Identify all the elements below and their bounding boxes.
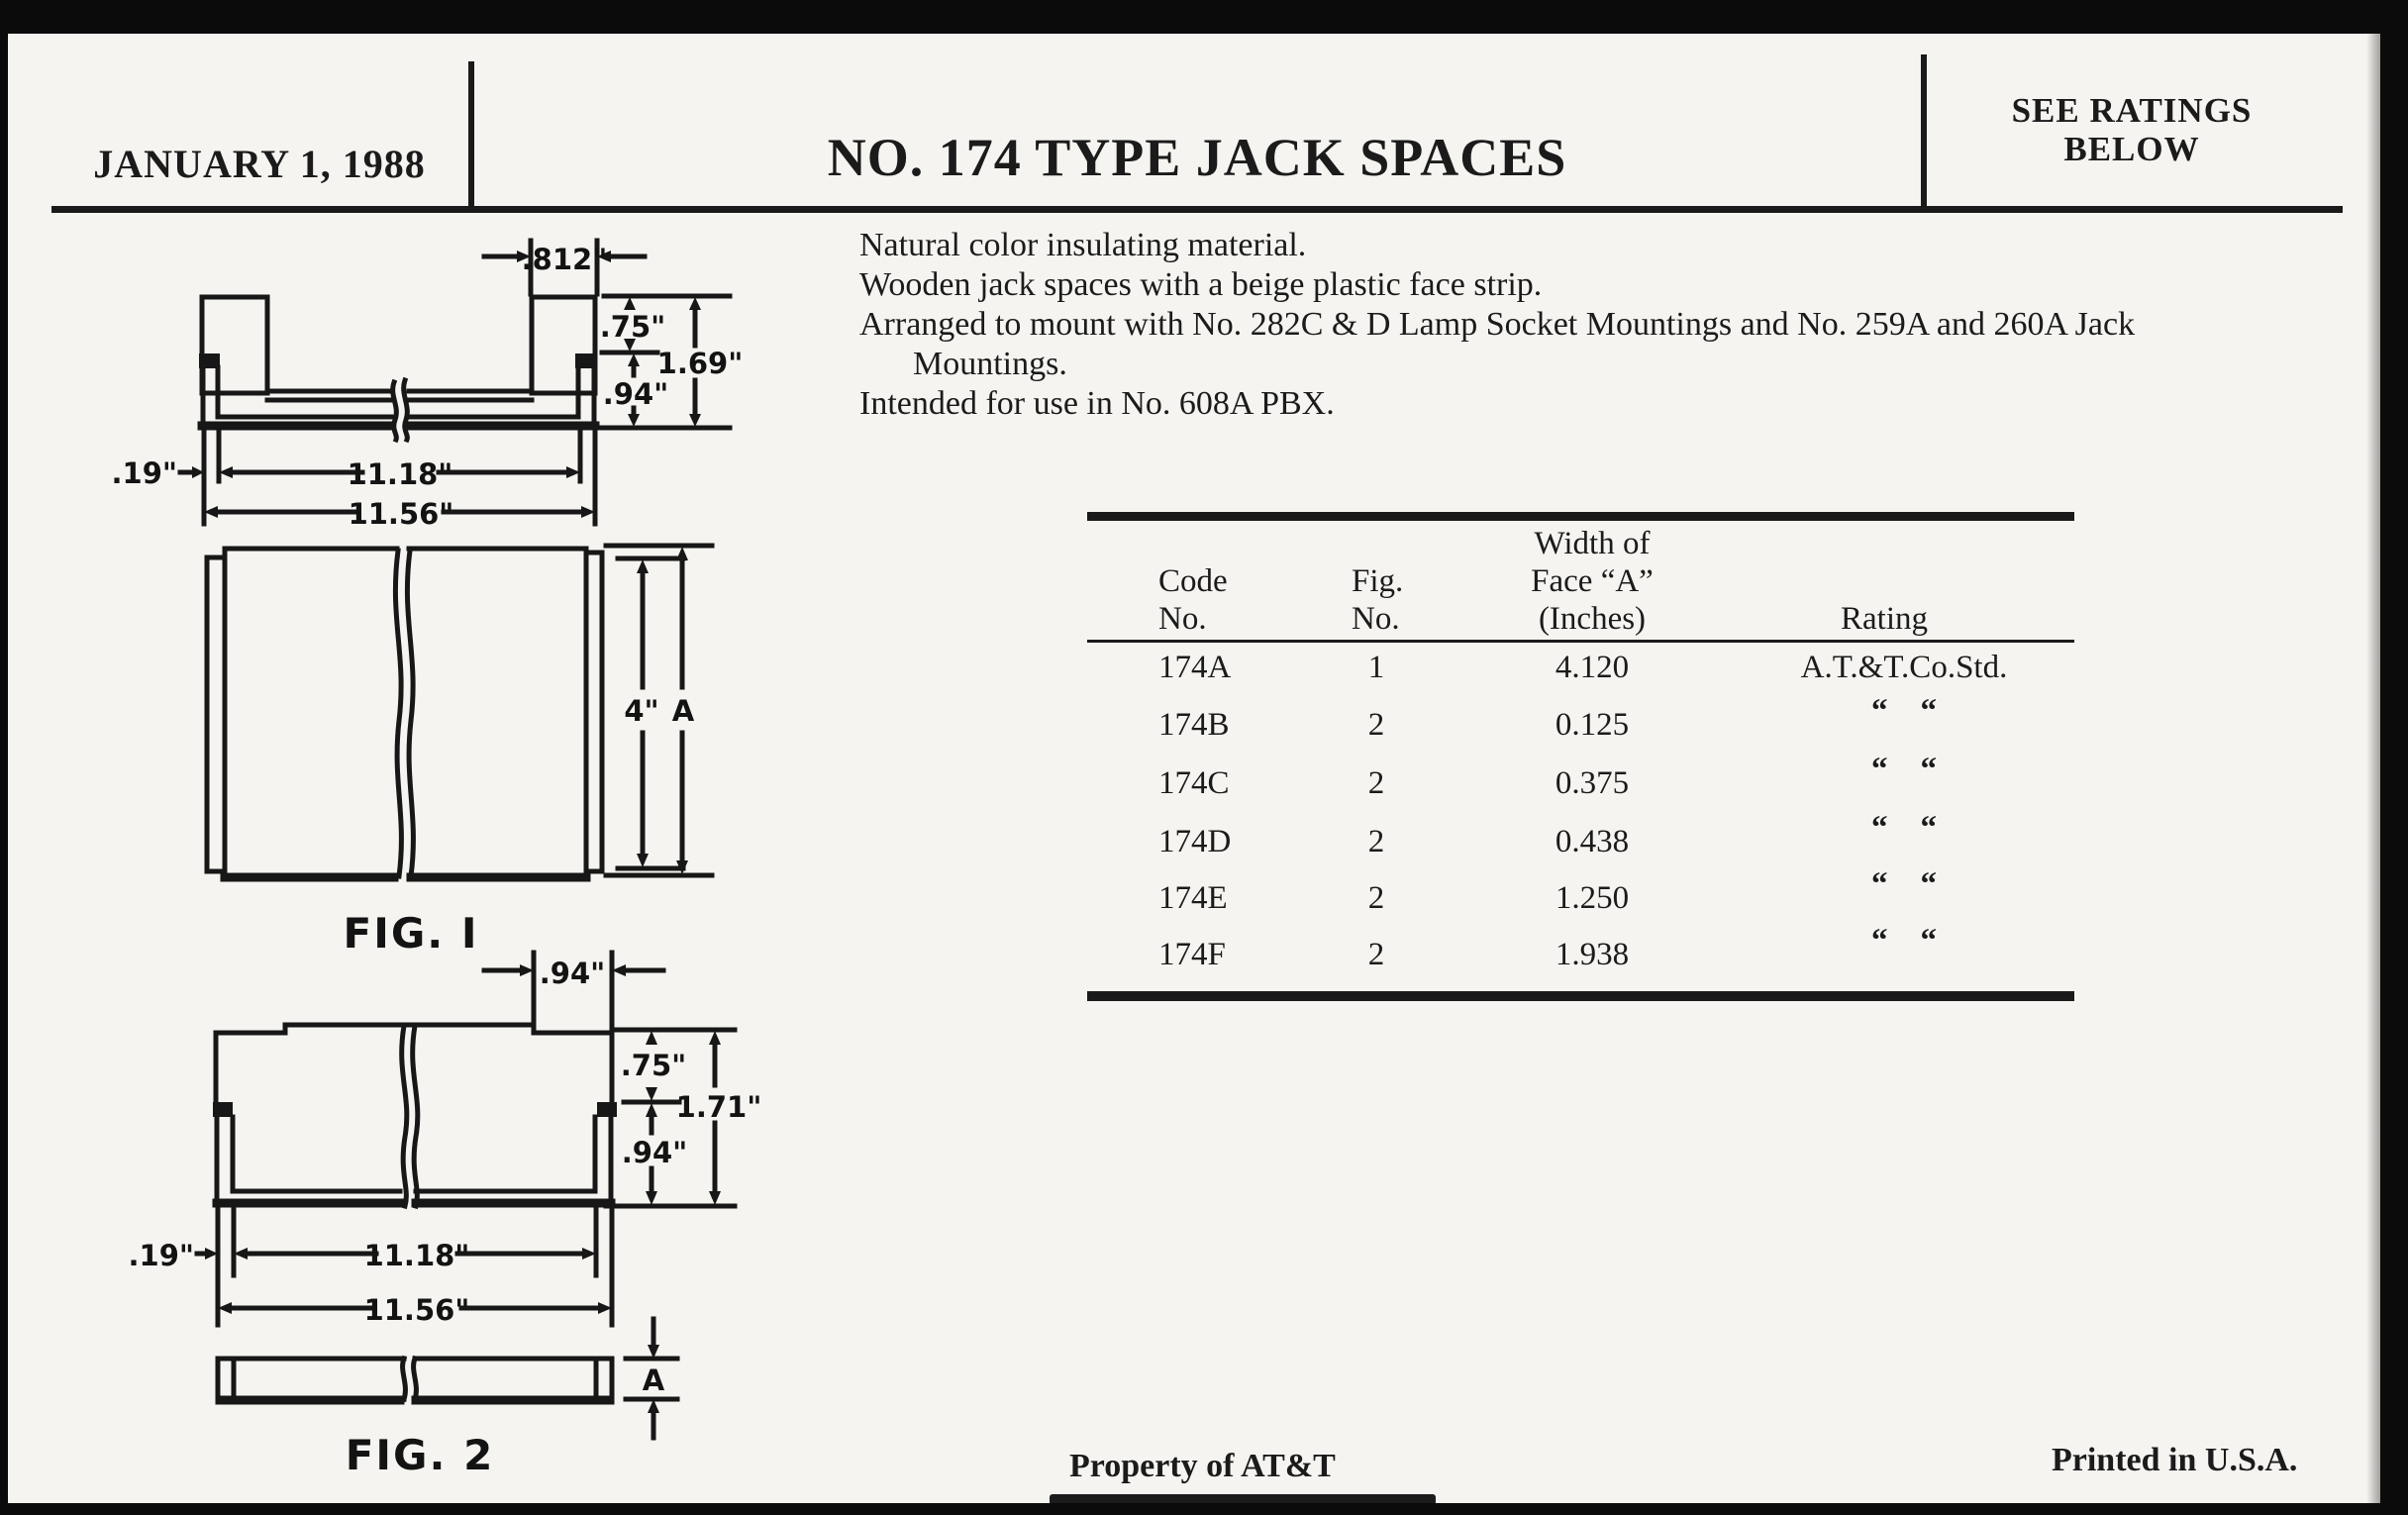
cell-rating-ditto: “ “ <box>1871 810 1937 846</box>
scan-border-left <box>0 0 8 1515</box>
cell-rating-ditto: “ “ <box>1871 752 1937 787</box>
fig2-face-strip <box>218 1359 612 1400</box>
cell-rating-ditto: “ “ <box>1871 866 1937 902</box>
scan-border-top <box>0 0 2408 34</box>
dim-label: .94" <box>621 1136 688 1169</box>
cell-code: 174B <box>1158 707 1230 743</box>
fig1-cross-section <box>199 297 596 440</box>
fig2-dim-strip-height <box>626 1319 677 1438</box>
col-header-fig: Fig. <box>1352 563 1404 599</box>
header-rule <box>51 206 2343 213</box>
cell-code: 174E <box>1158 880 1228 916</box>
dim-label: 11.56" <box>363 1293 470 1327</box>
doc-date: JANUARY 1, 1988 <box>93 142 426 186</box>
fig2-dims-right <box>606 1030 761 1206</box>
cell-rating-ditto: “ “ <box>1871 693 1937 729</box>
fig1-face-view <box>207 549 602 877</box>
fig2-dim-top-width <box>484 953 663 1030</box>
col-header-width: (Inches) <box>1538 601 1647 637</box>
description-line: Wooden jack spaces with a beige plastic face strip. <box>859 266 1543 303</box>
fig1-dims-bottom <box>112 433 595 531</box>
dim-label: 1.69" <box>656 347 744 380</box>
fig1-dim-top-width <box>484 241 645 294</box>
header-divider-left <box>468 61 474 211</box>
description-line: Intended for use in No. 608A PBX. <box>859 385 1335 422</box>
dim-label: .94" <box>602 377 669 411</box>
dim-label: 1.71" <box>675 1090 762 1124</box>
scan-border-bottom <box>0 1503 2408 1515</box>
dim-label: A <box>642 1364 665 1397</box>
footer-property: Property of AT&T <box>1069 1448 1336 1484</box>
table-bottom-rule <box>1087 991 2074 1001</box>
cell-width: 0.375 <box>1555 765 1630 801</box>
ratings-note-line1: SEE RATINGS <box>2011 91 2253 130</box>
dim-label: .94" <box>539 957 606 990</box>
footer-printed: Printed in U.S.A. <box>2052 1442 2298 1478</box>
table-header-rule <box>1087 640 2074 643</box>
cell-code: 174C <box>1158 765 1230 801</box>
ratings-note <box>1968 91 2295 168</box>
page-title: NO. 174 TYPE JACK SPACES <box>827 128 1567 187</box>
cell-fig: 2 <box>1367 707 1385 743</box>
col-header-code: Code <box>1158 563 1228 599</box>
fig2-caption: FIG. 2 <box>345 1431 495 1479</box>
cell-width: 1.250 <box>1555 880 1630 916</box>
description-line: Mountings. <box>913 346 1067 382</box>
cell-fig: 1 <box>1367 650 1385 685</box>
table-top-rule <box>1087 512 2074 521</box>
cell-width: 0.438 <box>1555 824 1630 859</box>
cell-code: 174D <box>1158 824 1232 859</box>
fig1-dims-face <box>606 546 712 875</box>
cell-code: 174A <box>1158 650 1232 685</box>
dim-label: 4" <box>624 694 659 728</box>
fig1-caption: FIG. I <box>343 909 479 958</box>
dim-label: A <box>671 694 695 728</box>
dim-label: .812" <box>521 243 608 276</box>
cell-fig: 2 <box>1367 824 1385 859</box>
cell-fig: 2 <box>1367 880 1385 916</box>
dim-label: .75" <box>620 1049 687 1082</box>
fig2-dims-bottom <box>129 1210 612 1327</box>
cell-fig: 2 <box>1367 937 1385 972</box>
description-line: Arranged to mount with No. 282C & D Lamp Socket Mountings and No. 259A and 260A Jack <box>859 306 2136 343</box>
fig1-dims-right <box>586 296 743 428</box>
cell-width: 4.120 <box>1555 650 1630 685</box>
dim-label: .19" <box>128 1239 194 1272</box>
description-line: Natural color insulating material. <box>859 227 1307 263</box>
cell-rating: A.T.&T.Co.Std. <box>1800 650 2008 685</box>
description-block <box>859 226 2364 424</box>
dim-label: .19" <box>111 456 177 490</box>
ratings-note-line2: BELOW <box>2063 130 2200 168</box>
dim-label: 11.18" <box>363 1239 470 1272</box>
technical-drawings <box>40 228 782 1505</box>
cell-rating-ditto: “ “ <box>1871 923 1937 959</box>
scan-border-right <box>2380 0 2408 1515</box>
dim-label: 11.56" <box>348 497 454 531</box>
dim-label: .75" <box>599 310 666 344</box>
col-header-rating: Rating <box>1841 601 1928 637</box>
col-header-fig: No. <box>1352 601 1400 637</box>
cell-width: 0.125 <box>1555 707 1630 743</box>
col-header-width: Width of <box>1534 526 1651 561</box>
col-header-width: Face “A” <box>1531 563 1654 599</box>
col-header-code: No. <box>1158 601 1207 637</box>
cell-width: 1.938 <box>1555 937 1630 972</box>
header-divider-right <box>1921 54 1927 211</box>
cell-fig: 2 <box>1367 765 1385 801</box>
cell-code: 174F <box>1158 937 1226 972</box>
fig2-cross-section <box>213 1025 617 1206</box>
dim-label: 11.18" <box>347 457 453 491</box>
